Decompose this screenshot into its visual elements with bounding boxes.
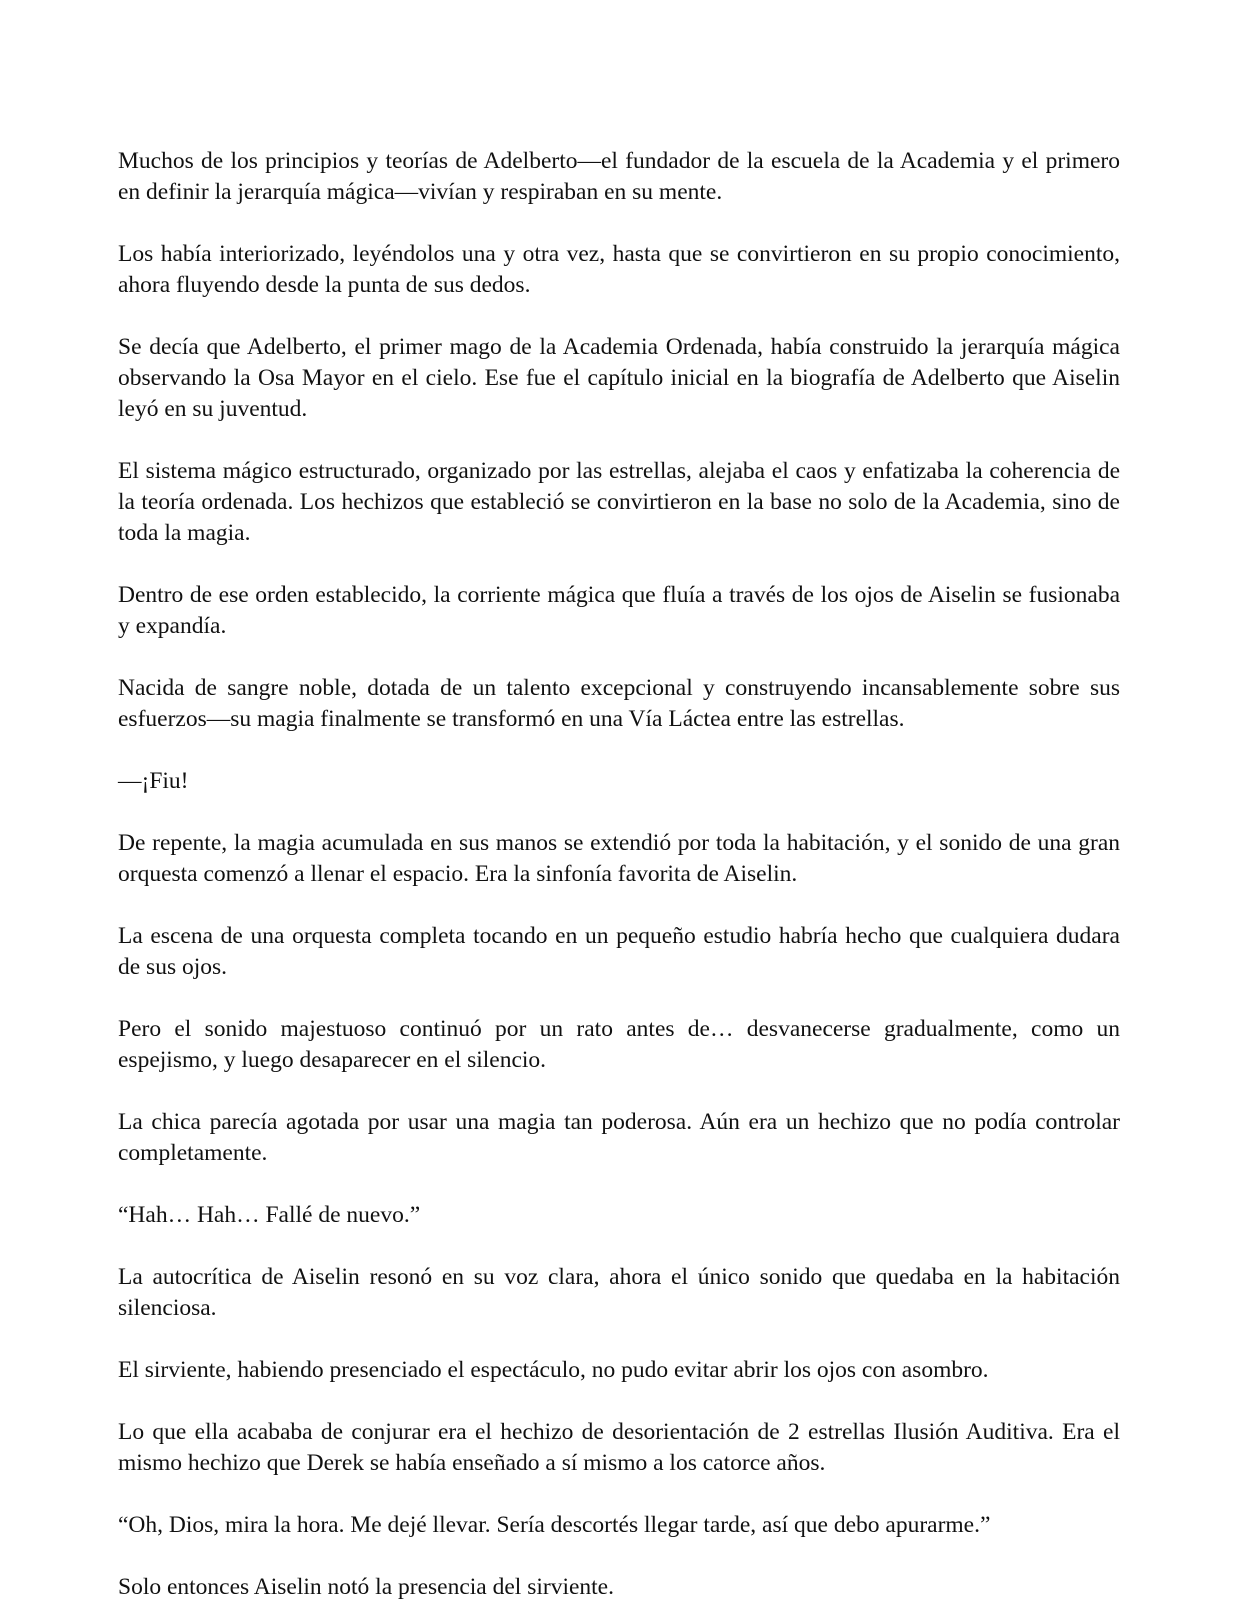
paragraph: Muchos de los principios y teorías de Adelberto—el fundador de la escuela de la Academia y el primero en definir la jerarquía mágica—vivían y respiraban en su mente. xyxy=(118,148,1120,205)
paragraph: “Hah… Hah… Fallé de nuevo.” xyxy=(118,1202,421,1228)
paragraph: Dentro de ese orden establecido, la corriente mágica que fluía a través de los ojos de Aiselin se fusionaba y expandía. xyxy=(118,582,1120,639)
paragraph: La escena de una orquesta completa tocando en un pequeño estudio habría hecho que cualquiera dudara de sus ojos. xyxy=(118,923,1120,980)
paragraph: Se decía que Adelberto, el primer mago de la Academia Ordenada, había construido la jerarquía mágica observando la Osa Mayor en el cielo. Ese fue el capítulo inicial en la biografía de Adelberto que Aiselin leyó en su juventud. xyxy=(118,334,1120,422)
paragraph: Lo que ella acababa de conjurar era el hechizo de desorientación de 2 estrellas Ilusión Auditiva. Era el mismo hechizo que Derek se había enseñado a sí mismo a los catorce años. xyxy=(118,1419,1120,1476)
paragraph: Los había interiorizado, leyéndolos una y otra vez, hasta que se convirtieron en su propio conocimiento, ahora fluyendo desde la punta de sus dedos. xyxy=(118,241,1120,298)
document-page xyxy=(118,146,1120,1603)
paragraph: El sistema mágico estructurado, organizado por las estrellas, alejaba el caos y enfatizaba la coherencia de la teoría ordenada. Los hechizos que estableció se convirtieron en la base no solo de la Academia, sino de toda la magia. xyxy=(118,458,1120,546)
paragraph: El sirviente, habiendo presenciado el espectáculo, no pudo evitar abrir los ojos con asombro. xyxy=(118,1357,989,1383)
paragraph: De repente, la magia acumulada en sus manos se extendió por toda la habitación, y el sonido de una gran orquesta comenzó a llenar el espacio. Era la sinfonía favorita de Aiselin. xyxy=(118,830,1120,887)
paragraph: Solo entonces Aiselin notó la presencia del sirviente. xyxy=(118,1574,614,1600)
paragraph: Pero el sonido majestuoso continuó por un rato antes de… desvanecerse gradualmente, como un espejismo, y luego desaparecer en el silencio. xyxy=(118,1016,1120,1073)
paragraph: Nacida de sangre noble, dotada de un talento excepcional y construyendo incansablemente sobre sus esfuerzos—su magia finalmente se transformó en una Vía Láctea entre las estrellas. xyxy=(118,675,1120,732)
paragraph: La chica parecía agotada por usar una magia tan poderosa. Aún era un hechizo que no podía controlar completamente. xyxy=(118,1109,1120,1166)
paragraph: La autocrítica de Aiselin resonó en su voz clara, ahora el único sonido que quedaba en la habitación silenciosa. xyxy=(118,1264,1120,1321)
paragraph: “Oh, Dios, mira la hora. Me dejé llevar. Sería descortés llegar tarde, así que debo apurarme.” xyxy=(118,1512,991,1538)
paragraph: —¡Fiu! xyxy=(118,768,189,794)
